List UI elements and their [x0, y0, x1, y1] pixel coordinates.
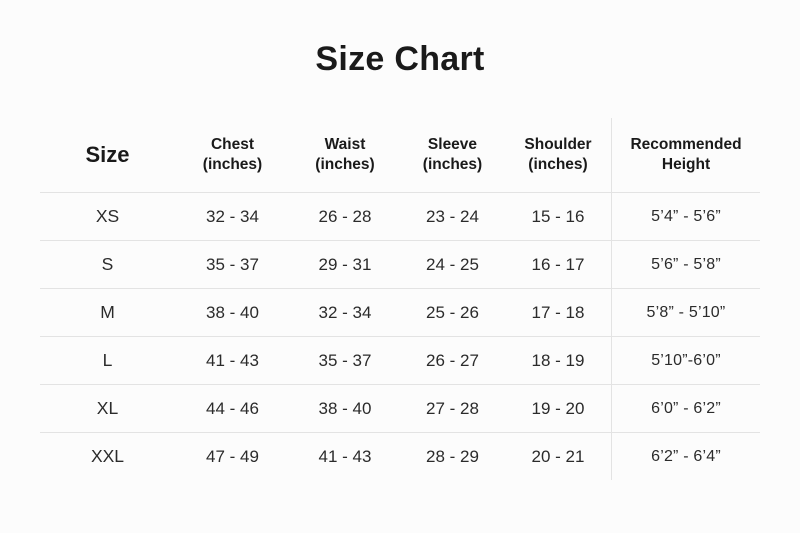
shoulder-cell: 18 - 19	[531, 350, 585, 370]
chest-cell: 41 - 43	[206, 350, 259, 370]
column-header-size	[40, 118, 175, 192]
chest-cell: 35 - 37	[206, 254, 259, 274]
sleeve-cell: 24 - 25	[426, 254, 479, 274]
height-cell: 6’0” - 6’2”	[611, 385, 760, 432]
table-row-xl	[40, 384, 760, 432]
size-cell: L	[102, 350, 113, 370]
shoulder-cell: 20 - 21	[531, 446, 585, 466]
column-header-label: Shoulder	[524, 135, 592, 153]
column-header-unit: (inches)	[422, 156, 483, 173]
waist-cell: 38 - 40	[318, 398, 372, 418]
chest-cell: 32 - 34	[206, 206, 259, 226]
table-row-xxl	[40, 432, 760, 480]
chest-cell: 38 - 40	[206, 302, 259, 322]
column-header-label: Recommended	[630, 135, 742, 153]
sleeve-cell: 27 - 28	[426, 398, 479, 418]
table-row-m	[40, 288, 760, 336]
sleeve-cell: 26 - 27	[426, 350, 479, 370]
column-header-unit: (inches)	[528, 156, 588, 173]
table-header-row	[40, 118, 760, 192]
shoulder-cell: 15 - 16	[531, 206, 585, 226]
waist-cell: 41 - 43	[318, 446, 372, 466]
table-row-s	[40, 240, 760, 288]
column-header-unit: (inches)	[202, 156, 263, 173]
column-header-sleeve	[400, 118, 505, 192]
chest-cell: 47 - 49	[206, 446, 259, 466]
column-header-recommended-height	[611, 118, 760, 192]
sleeve-cell: 25 - 26	[426, 302, 479, 322]
height-cell: 5’8” - 5’10”	[611, 289, 760, 336]
column-header-label: Chest	[210, 135, 255, 153]
size-cell: S	[101, 254, 114, 274]
sleeve-cell: 28 - 29	[426, 446, 479, 466]
height-cell: 5’6” - 5’8”	[611, 241, 760, 288]
size-cell: XS	[95, 206, 120, 226]
sleeve-cell: 23 - 24	[426, 206, 479, 226]
column-header-label: Height	[661, 156, 711, 173]
size-cell: XL	[96, 398, 119, 418]
table-row-l	[40, 336, 760, 384]
shoulder-cell: 19 - 20	[531, 398, 585, 418]
column-header-chest	[175, 118, 290, 192]
column-header-waist	[290, 118, 400, 192]
size-chart-table	[40, 118, 760, 480]
waist-cell: 32 - 34	[318, 302, 372, 322]
height-cell: 6’2” - 6’4”	[611, 433, 760, 480]
column-header-unit: (inches)	[315, 156, 375, 173]
column-header-label: Waist	[324, 135, 366, 153]
shoulder-cell: 17 - 18	[531, 302, 585, 322]
chest-cell: 44 - 46	[206, 398, 259, 418]
shoulder-cell: 16 - 17	[531, 254, 585, 274]
size-cell: M	[100, 302, 115, 322]
waist-cell: 29 - 31	[318, 254, 372, 274]
waist-cell: 35 - 37	[318, 350, 372, 370]
height-cell: 5’10”-6’0”	[611, 337, 760, 384]
table-row-xs	[40, 192, 760, 240]
waist-cell: 26 - 28	[318, 206, 372, 226]
page-title: Size Chart	[315, 40, 485, 78]
column-header-shoulder	[505, 118, 611, 192]
size-cell: XXL	[90, 446, 125, 466]
column-header-label: Sleeve	[427, 135, 478, 153]
column-header-label: Size	[85, 142, 130, 167]
height-cell: 5’4” - 5’6”	[611, 193, 760, 240]
